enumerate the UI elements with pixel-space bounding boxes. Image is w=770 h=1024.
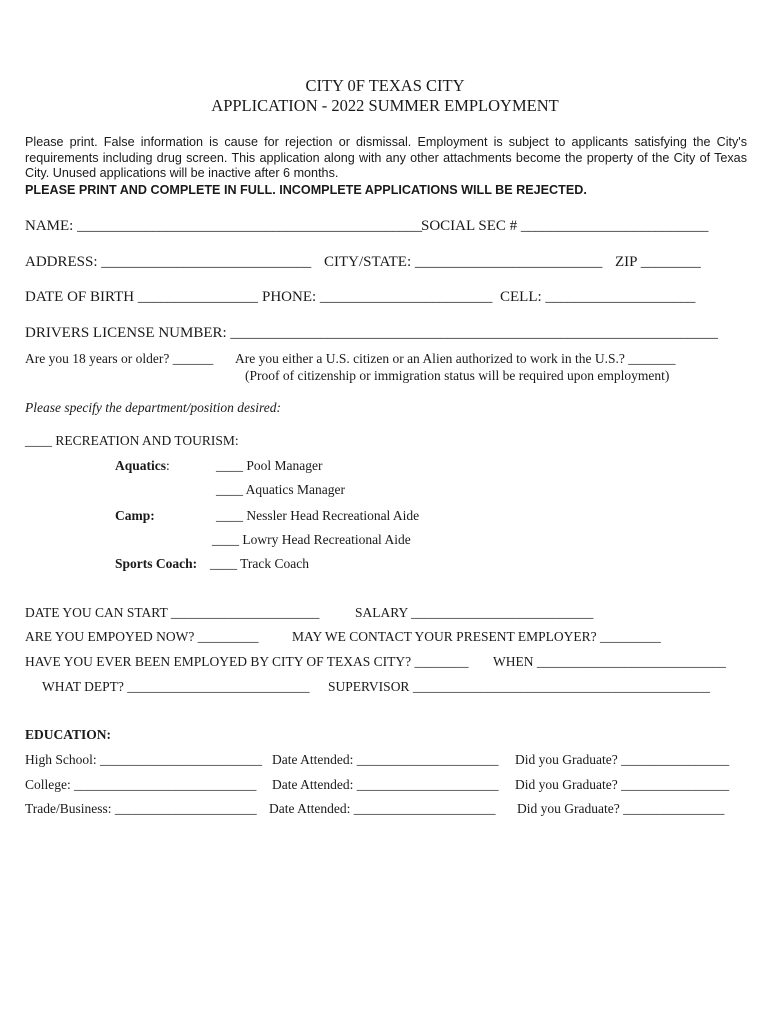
social-security-field[interactable]: SOCIAL SEC # _________________________ [421, 218, 709, 234]
trade-graduate-field[interactable]: Did you Graduate? _______________ [517, 801, 725, 816]
employed-now-field[interactable]: ARE YOU EMPOYED NOW? _________ [25, 629, 259, 644]
education-heading: EDUCATION: [25, 727, 112, 742]
form-title-application: APPLICATION - 2022 SUMMER EMPLOYMENT [211, 96, 559, 115]
citizen-question-field[interactable]: Are you either a U.S. citizen or an Alien authorized to work in the U.S.? _______ [235, 351, 676, 366]
trade-business-field[interactable]: Trade/Business: _____________________ [25, 801, 257, 816]
aquatics-manager-option[interactable]: ____ Aquatics Manager [216, 482, 345, 497]
ever-employed-field[interactable]: HAVE YOU EVER BEEN EMPLOYED BY CITY OF TEXAS CITY? ________ [25, 654, 469, 669]
high-school-graduate-field[interactable]: Did you Graduate? ________________ [515, 752, 730, 767]
when-field[interactable]: WHEN ____________________________ [493, 654, 726, 669]
high-school-field[interactable]: High School: ________________________ [25, 752, 263, 767]
start-date-field[interactable]: DATE YOU CAN START ______________________ [25, 605, 320, 620]
lowry-aide-option[interactable]: ____ Lowry Head Recreational Aide [212, 532, 411, 547]
sports-coach-label: Sports Coach: [115, 556, 198, 571]
drivers-license-field[interactable]: DRIVERS LICENSE NUMBER: _________________________________________________________________ [25, 325, 718, 341]
age-question-field[interactable]: Are you 18 years or older? ______ [25, 351, 214, 366]
form-title-city: CITY 0F TEXAS CITY [305, 76, 465, 95]
proof-note: (Proof of citizenship or immigration status will be required upon employment) [245, 368, 670, 383]
aquatics-label [115, 458, 170, 474]
recreation-tourism-option[interactable]: ____ RECREATION AND TOURISM: [25, 433, 239, 448]
camp-label: Camp: [115, 508, 155, 523]
aquatics-label-colon: : [166, 458, 170, 473]
position-prompt: Please specify the department/position desired: [25, 400, 281, 415]
pool-manager-option[interactable]: ____ Pool Manager [216, 458, 323, 473]
nessler-aide-option[interactable]: ____ Nessler Head Recreational Aide [216, 508, 420, 523]
high-school-date-field[interactable]: Date Attended: _____________________ [272, 752, 499, 767]
track-coach-option[interactable]: ____ Track Coach [210, 556, 309, 571]
address-field[interactable]: ADDRESS: ____________________________ [25, 254, 312, 270]
city-state-field[interactable]: CITY/STATE: _________________________ [324, 254, 603, 270]
cell-field[interactable]: CELL: ____________________ [500, 289, 696, 305]
name-field[interactable]: NAME: ______________________________________________ [25, 218, 423, 234]
aquatics-label-text: Aquatics [115, 458, 167, 473]
contact-employer-field[interactable]: MAY WE CONTACT YOUR PRESENT EMPLOYER? _________ [292, 629, 661, 644]
college-field[interactable]: College: ___________________________ [25, 777, 257, 792]
trade-date-field[interactable]: Date Attended: _____________________ [269, 801, 496, 816]
date-of-birth-field[interactable]: DATE OF BIRTH ________________ [25, 289, 258, 305]
intro-paragraph: Please print. False information is cause for rejection or dismissal. Employment is subject to applicants satisfying the City's requirements including drug screen. This application along with any other attachments become the property of the City of Texas City. Unused applications will be inactive after 6 months. [25, 135, 747, 180]
phone-field[interactable]: PHONE: _______________________ [262, 289, 493, 305]
supervisor-field[interactable]: SUPERVISOR ____________________________________________ [328, 679, 710, 694]
college-date-field[interactable]: Date Attended: _____________________ [272, 777, 499, 792]
salary-field[interactable]: SALARY ___________________________ [355, 605, 594, 620]
department-field[interactable]: WHAT DEPT? ___________________________ [42, 679, 310, 694]
college-graduate-field[interactable]: Did you Graduate? ________________ [515, 777, 730, 792]
zip-field[interactable]: ZIP ________ [615, 254, 701, 270]
intro-warning: PLEASE PRINT AND COMPLETE IN FULL. INCOMPLETE APPLICATIONS WILL BE REJECTED. [25, 183, 587, 197]
